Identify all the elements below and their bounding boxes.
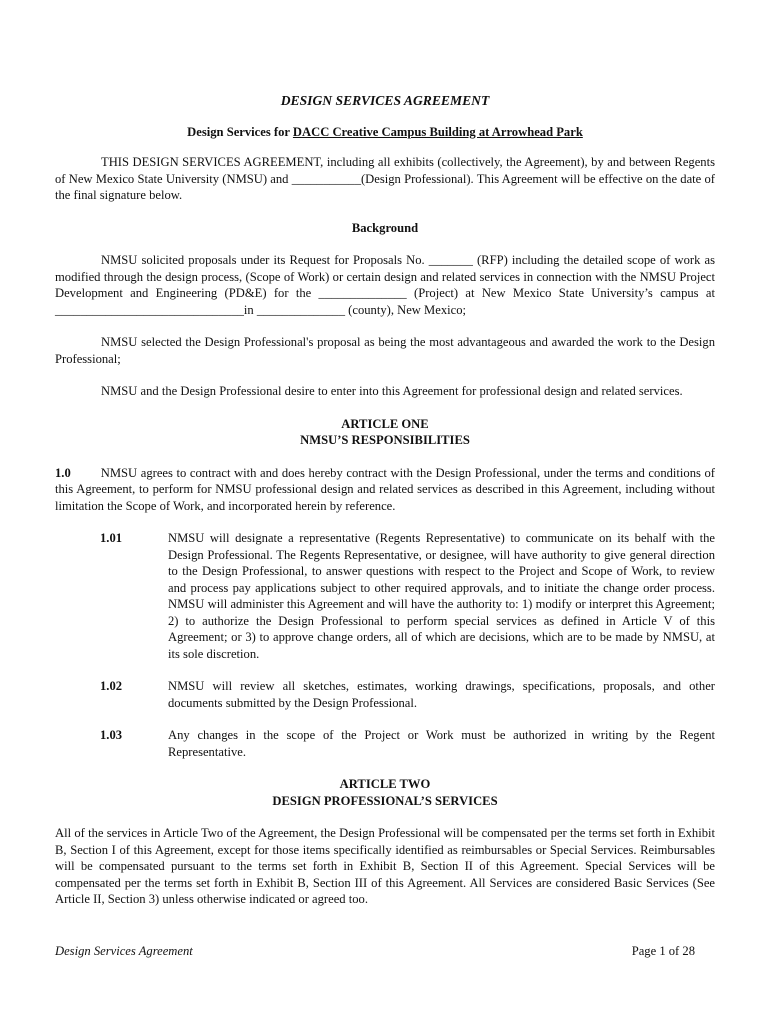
section-1-0 bbox=[55, 465, 715, 515]
subsection-1-01 bbox=[55, 530, 715, 662]
article-two-paragraph: All of the services in Article Two of the Agreement, the Design Professional will be compensated per the terms set forth in Exhibit B, Section I of this Agreement, except for those items specifically identified as reimbursables or Special Services. Reimbursables will be compensated pursuant to the terms set forth in Exhibit B, Section II of this Agreement. Special Services will be compensated per the terms set forth in Exhibit B, Section III of this Agreement. All Services are considered Basic Services (See Article II, Section 3) unless otherwise indicated or agreed too. bbox=[55, 826, 715, 906]
background-paragraph-2: NMSU selected the Design Professional's proposal as being the most advantageous and awarded the work to the Design Professional; bbox=[55, 335, 715, 366]
background-paragraph-1: NMSU solicited proposals under its Request for Proposals No. _______ (RFP) including the detailed scope of work as modified through the design process, (Scope of Work) or certain design and related services in connection with the NMSU Project Development and Engineering (PD&E) for the ______________ (Project) at New Mexico State University’s campus at ______________________________in ______________ (county), New Mexico; bbox=[55, 253, 715, 317]
article-one-subtitle: NMSU’S RESPONSIBILITIES bbox=[300, 433, 470, 447]
document-subtitle bbox=[55, 124, 715, 141]
subsection-1-02 bbox=[55, 678, 715, 711]
subsection-number: 1.01 bbox=[100, 531, 123, 545]
footer-document-name: Design Services Agreement bbox=[55, 944, 193, 958]
section-number: 1.0 bbox=[55, 465, 71, 480]
article-two-heading bbox=[55, 776, 715, 809]
article-two-subtitle: DESIGN PROFESSIONAL’S SERVICES bbox=[272, 793, 498, 808]
intro-paragraph: THIS DESIGN SERVICES AGREEMENT, including all exhibits (collectively, the Agreement), by and between Regents of New Mexico State University (NMSU) and ___________(Design Professional). This Agreement will be effective on the date of the final signature below. bbox=[55, 155, 715, 202]
subsection-1-03 bbox=[55, 727, 715, 760]
article-one-title: ARTICLE ONE bbox=[341, 416, 429, 431]
subtitle-prefix: Design Services for bbox=[187, 124, 293, 139]
page-footer bbox=[55, 944, 695, 959]
subsection-text: Any changes in the scope of the Project or Work must be authorized in writing by the Regent Representative. bbox=[168, 728, 715, 759]
subsection-number: 1.03 bbox=[100, 728, 123, 742]
subsection-number: 1.02 bbox=[100, 679, 123, 693]
background-heading: Background bbox=[351, 220, 419, 235]
document-body bbox=[55, 93, 715, 924]
article-one-heading bbox=[55, 416, 715, 449]
footer-page-number: Page 1 of 28 bbox=[631, 944, 695, 958]
article-two-title: ARTICLE TWO bbox=[339, 777, 431, 791]
background-paragraph-3: NMSU and the Design Professional desire to enter into this Agreement for professional design and related services. bbox=[101, 384, 683, 398]
subsection-text: NMSU will review all sketches, estimates, working drawings, specifications, proposals, and other documents submitted by the Design Professional. bbox=[168, 679, 715, 710]
subsection-text: NMSU will designate a representative (Regents Representative) to communicate on its behalf with the Design Professional. The Regents Representative, or designee, will have authority to give general direction to the Design Professional, to answer questions with respect to the Project and Scope of Work, to review and process pay applications subject to other required approvals, and to initiate the change order process. NMSU will administer this Agreement and will have the authority to: 1) modify or interpret this Agreement; 2) to authorize the Design Professional to perform special services as defined in Article V of this Agreement; or 3) to approve change orders, all of which are decisions, which are to be made by NMSU, at its sole discretion. bbox=[168, 531, 715, 661]
document-title: DESIGN SERVICES AGREEMENT bbox=[280, 93, 490, 108]
subtitle-project: DACC Creative Campus Building at Arrowhead Park bbox=[292, 124, 583, 139]
section-text: NMSU agrees to contract with and does hereby contract with the Design Professional, under the terms and conditions of this Agreement, to perform for NMSU professional design and related services as described in this Agreement, including without limitation the Scope of Work, and incorporated herein by reference. bbox=[55, 465, 715, 513]
